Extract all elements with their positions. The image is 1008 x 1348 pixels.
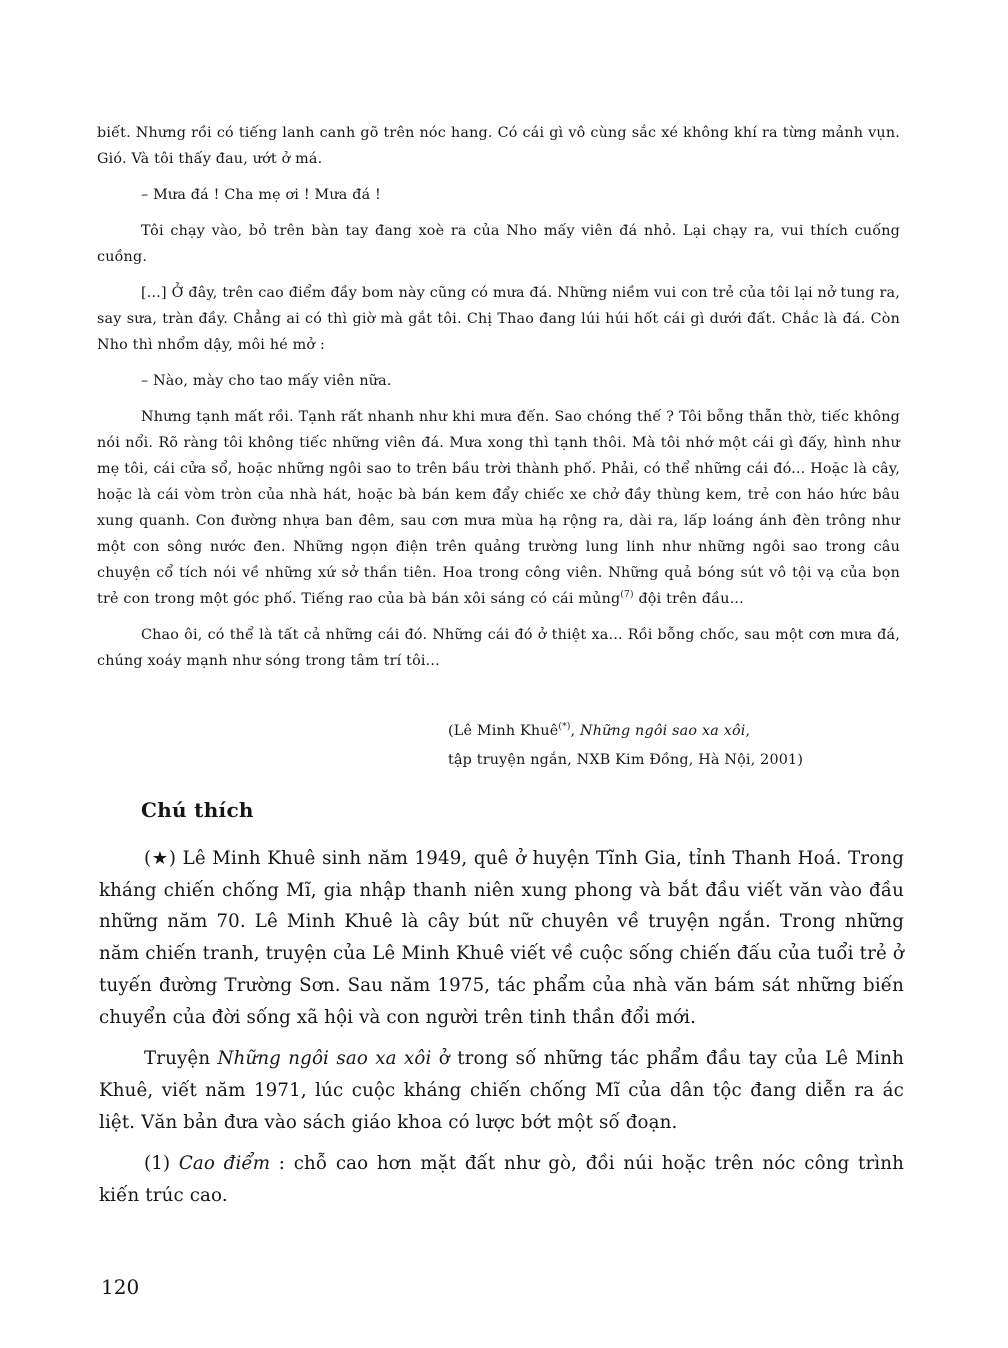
footnote-marker: (7) — [620, 590, 634, 601]
story-paragraph: biết. Nhưng rồi có tiếng lanh canh gõ trên nóc hang. Có cái gì vô cùng sắc xé không khí ra từng mảnh vụn. Gió. Và tôi thấy đau, ướt ở má. — [97, 125, 900, 167]
story-text: Nhưng tạnh mất rồi. Tạnh rất nhanh như khi mưa đến. Sao chóng thế ? Tôi bỗng thẫn thờ, tiếc không nói nổi. Rõ ràng tôi không tiếc những viên đá. Mưa xong thì tạnh thôi. Mà tôi nhớ một cái gì đấy, hình như mẹ tôi, cái cửa sổ, hoặc những ngôi sao to trên bầu trời thành phố. Phải, có thể những cái đó... Hoặc là cây, hoặc là cái vòm tròn của nhà hát, hoặc bà bán kem đẩy chiếc xe chở đầy thùng kem, trẻ con háo hức bâu xung quanh. Con đường nhựa ban đêm, sau cơn mưa mùa hạ rộng ra, dài ra, lấp loáng ánh đèn trông như một con sông nước đen. Những ngọn điện trên quảng trường lung linh như những ngôi sao trong câu chuyện cổ tích nói về những xứ sở thần tiên. Hoa trong công viên. Những quả bóng sút vô tội vạ của bọn trẻ con trong một góc phố. Tiếng rao của bà bán xôi sáng có cái mủng — [97, 409, 900, 607]
notes-heading: Chú thích — [141, 798, 254, 822]
story-paragraph — [97, 404, 900, 612]
story-text: đội trên đầu... — [633, 591, 744, 607]
notes-section — [99, 843, 904, 1212]
citation-title: Những ngôi sao xa xôi — [580, 723, 746, 739]
story-excerpt — [97, 120, 900, 674]
note-work-info: Truyện Những ngôi sao xa xôi ở trong số những tác phẩm đầu tay của Lê Minh Khuê, viết năm 1971, lúc cuộc kháng chiến chống Mĩ của dân tộc đang diễn ra ác liệt. Văn bản đưa vào sách giáo khoa có lược bớt một số đoạn. — [99, 1048, 904, 1133]
story-paragraph: – Nào, mày cho tao mấy viên nữa. — [141, 373, 392, 389]
page-number: 120 — [101, 1275, 140, 1299]
source-citation: (Lê Minh Khuê(*), Những ngôi sao xa xôi, tập truyện ngắn, NXB Kim Đồng, Hà Nội, 2001) — [448, 717, 888, 775]
author-note-marker: (*) — [558, 722, 571, 733]
story-paragraph: Tôi chạy vào, bỏ trên bàn tay đang xoè ra của Nho mấy viên đá nhỏ. Lại chạy ra, vui thích cuống cuồng. — [97, 223, 900, 265]
story-paragraph: – Mưa đá ! Cha mẹ ơi ! Mưa đá ! — [141, 187, 381, 203]
note-author-bio: (★) Lê Minh Khuê sinh năm 1949, quê ở huyện Tĩnh Gia, tỉnh Thanh Hoá. Trong kháng chiến chống Mĩ, gia nhập thanh niên xung phong và bắt đầu viết văn vào đầu những năm 70. Lê Minh Khuê là cây bút nữ chuyên về truyện ngắn. Trong những năm chiến tranh, truyện của Lê Minh Khuê viết về cuộc sống chiến đấu của tuổi trẻ ở tuyến đường Trường Sơn. Sau năm 1975, tác phẩm của nhà văn bám sát những biến chuyển của đời sống xã hội và con người trên tinh thần đổi mới. — [99, 848, 904, 1028]
citation-author: (Lê Minh Khuê — [448, 723, 559, 739]
story-paragraph: [...] Ở đây, trên cao điểm đầy bom này cũng có mưa đá. Những niềm vui con trẻ của tôi lại nở tung ra, say sưa, tràn đầy. Chẳng ai có thì giờ mà gắt tôi. Chị Thao đang lúi húi hốt cái gì dưới đất. Chắc là đá. Còn Nho thì nhổm dậy, môi hé mở : — [97, 285, 900, 353]
story-paragraph: Chao ôi, có thể là tất cả những cái đó. Những cái đó ở thiệt xa... Rồi bỗng chốc, sau một cơn mưa đá, chúng xoáy mạnh như sóng trong tâm trí tôi... — [97, 627, 900, 669]
citation-publisher: tập truyện ngắn, NXB Kim Đồng, Hà Nội, 2001) — [448, 752, 804, 768]
note-term: Cao điểm — [178, 1153, 271, 1175]
note-footnote-1: (1) Cao điểm : chỗ cao hơn mặt đất như gò, đồi núi hoặc trên nóc công trình kiến trúc cao. — [99, 1153, 904, 1207]
note-work-title: Những ngôi sao xa xôi — [217, 1048, 432, 1070]
